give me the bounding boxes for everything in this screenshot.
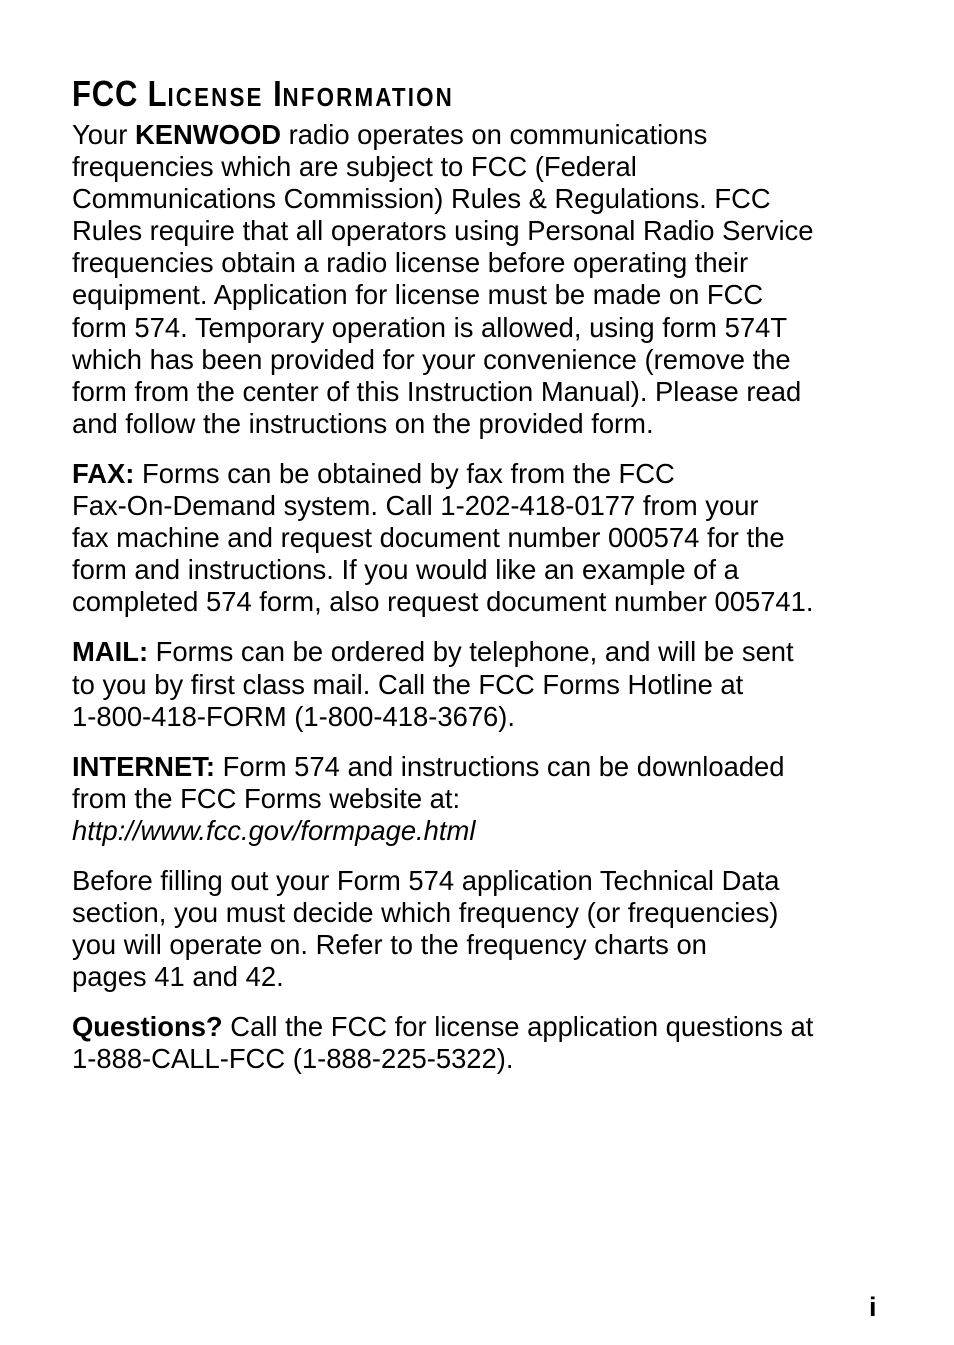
fax-text: Forms can be obtained by fax from the FCC (134, 457, 675, 489)
fax-line: completed 574 form, also request document number 005741. (72, 586, 814, 618)
heading-smallcaps-2: NFORMATION (282, 82, 454, 112)
intro-paragraph (72, 119, 902, 440)
mail-line: to you by first class mail. Call the FCC Forms Hotline at (72, 668, 744, 700)
questions-text: Call the FCC for license application questions at (222, 1011, 814, 1043)
intro-line: frequencies obtain a radio license before operating their (72, 247, 749, 279)
before-line: section, you must decide which frequency (or frequencies) (72, 897, 779, 929)
intro-line: frequencies which are subject to FCC (Federal (72, 151, 637, 183)
page-number: i (869, 1292, 877, 1322)
internet-text: Form 574 and instructions can be downloaded (215, 750, 785, 782)
fax-line (72, 458, 902, 490)
questions-paragraph (72, 1011, 902, 1075)
intro-line (72, 119, 902, 151)
before-paragraph (72, 865, 902, 993)
before-line: you will operate on. Refer to the frequency charts on (72, 929, 707, 961)
section-heading (72, 74, 786, 117)
intro-line: form from the center of this Instruction Manual). Please read (72, 375, 802, 407)
internet-line (72, 751, 902, 783)
before-line: Before filling out your Form 574 application Technical Data (72, 864, 780, 896)
intro-line: equipment. Application for license must be made on FCC (72, 279, 764, 311)
fax-line: form and instructions. If you would like an example of a (72, 554, 739, 586)
mail-text: Forms can be ordered by telephone, and will be sent (148, 636, 794, 668)
intro-line: and follow the instructions on the provided form. (72, 407, 654, 439)
questions-label: Questions? (72, 1011, 223, 1043)
fax-line: Fax-On-Demand system. Call 1-202-418-0177 from your (72, 490, 759, 522)
heading-lead: FCC L (72, 73, 168, 114)
fax-label: FAX: (72, 457, 135, 489)
intro-line: form 574. Temporary operation is allowed, using form 574T (72, 311, 788, 343)
fax-paragraph (72, 458, 902, 618)
intro-line: Communications Commission) Rules & Regulations. FCC (72, 183, 771, 215)
mail-line (72, 636, 902, 668)
intro-line: Rules require that all operators using Personal Radio Service (72, 215, 814, 247)
questions-line (72, 1011, 902, 1043)
internet-line: from the FCC Forms website at: (72, 782, 461, 814)
mail-paragraph (72, 636, 902, 732)
intro-text: radio operates on communications (281, 119, 708, 150)
heading-gap: I (263, 73, 283, 114)
manual-page (72, 74, 902, 1094)
internet-paragraph (72, 751, 902, 847)
before-line: pages 41 and 42. (72, 961, 284, 993)
brand-name: KENWOOD (134, 119, 282, 150)
mail-line: 1-800-418-FORM (1-800-418-3676). (72, 700, 516, 732)
fcc-forms-url: http://www.fcc.gov/formpage.html (72, 814, 476, 846)
heading-smallcaps-1: ICENSE (167, 82, 264, 112)
internet-label: INTERNET: (72, 750, 216, 782)
fax-line: fax machine and request document number 000574 for the (72, 522, 785, 554)
questions-line: 1-888-CALL-FCC (1-888-225-5322). (72, 1043, 514, 1075)
mail-label: MAIL: (72, 636, 149, 668)
intro-text: Your (72, 119, 135, 150)
intro-line: which has been provided for your convenience (remove the (72, 343, 791, 375)
